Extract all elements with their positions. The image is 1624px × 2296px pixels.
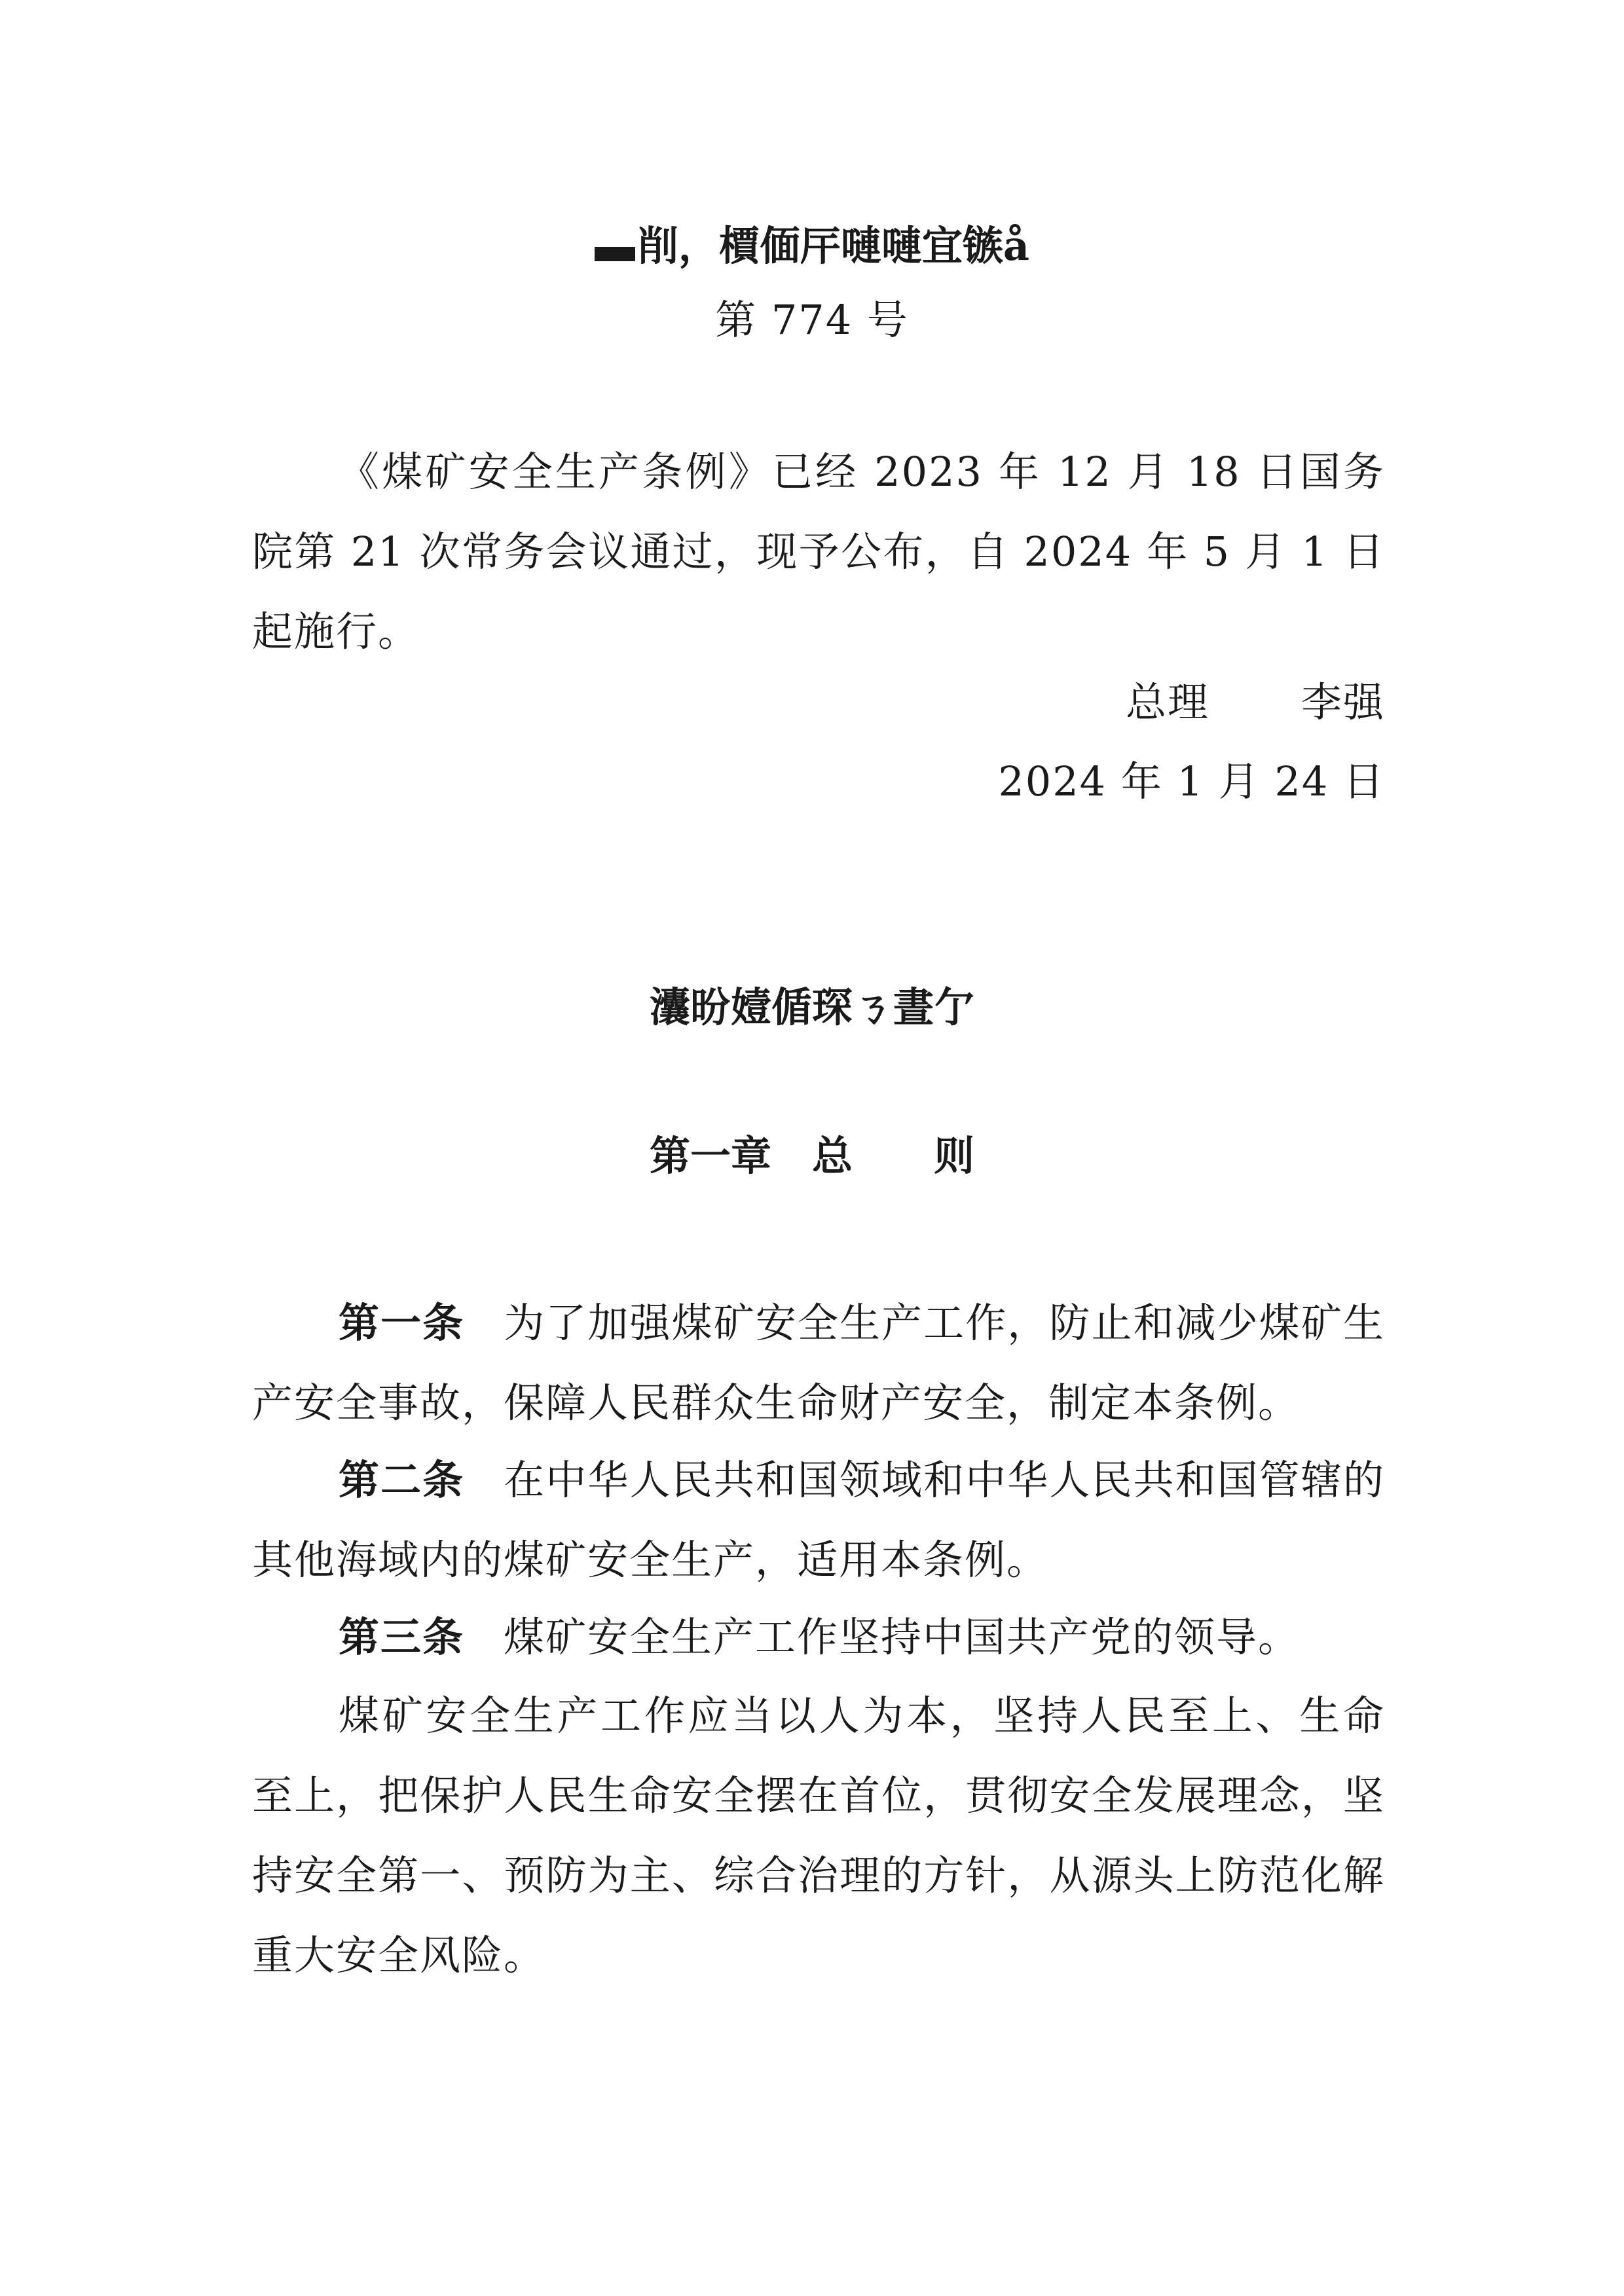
article-3 (252, 1597, 1385, 1677)
article-text: 为了加强煤矿安全生产工作，防止和减少煤矿生产安全事故，保障人民群众生命财产安全，制定本条例。 (252, 1299, 1385, 1427)
redaction-bar (595, 247, 635, 261)
article-text: 在中华人民共和国领域和中华人民共和国管辖的其他海域内的煤矿安全生产，适用本条例。 (252, 1456, 1385, 1584)
order-number: 第 774 号 (715, 296, 909, 344)
chapter-number: 第一章 (649, 1132, 771, 1180)
regulation-title: 灢昐嬄偱琛ㄋ晝亇 (649, 983, 974, 1031)
article-1 (252, 1283, 1385, 1443)
promulgation-date: 2024 年 1 月 24 日 (998, 757, 1385, 805)
chapter-title-part2: 则 (934, 1132, 975, 1180)
promulgation-text: 《煤矿安全生产条例》已经 2023 年 12 月 18 日国务院第 21 次常务会议通过，现予公布，自 2024 年 5 月 1 日起施行。 (252, 448, 1385, 655)
article-label: 第一条 (339, 1299, 465, 1347)
article-text: 煤矿安全生产工作坚持中国共产党的领导。 (504, 1613, 1301, 1661)
article-3-paragraph-2: 煤矿安全生产工作应当以人为本，坚持人民至上、生命至上，把保护人民生命安全摆在首位，贯彻安全发展理念，坚持安全第一、预防为主、综合治理的方针，从源头上防范化解重大安全风险。 (252, 1692, 1385, 1979)
article-2 (252, 1440, 1385, 1600)
signature-line (1125, 678, 1385, 726)
chapter-title-part1: 总 (811, 1132, 853, 1180)
article-label: 第三条 (339, 1613, 465, 1661)
signatory-title: 总理 (1125, 678, 1209, 726)
signatory-name: 李强 (1301, 678, 1385, 726)
article-label: 第二条 (339, 1456, 465, 1504)
chapter-heading (0, 1132, 1624, 1180)
order-title (0, 222, 1624, 270)
order-title-text: 削，檟偭厈嗹嗹宜镞å (637, 222, 1030, 270)
